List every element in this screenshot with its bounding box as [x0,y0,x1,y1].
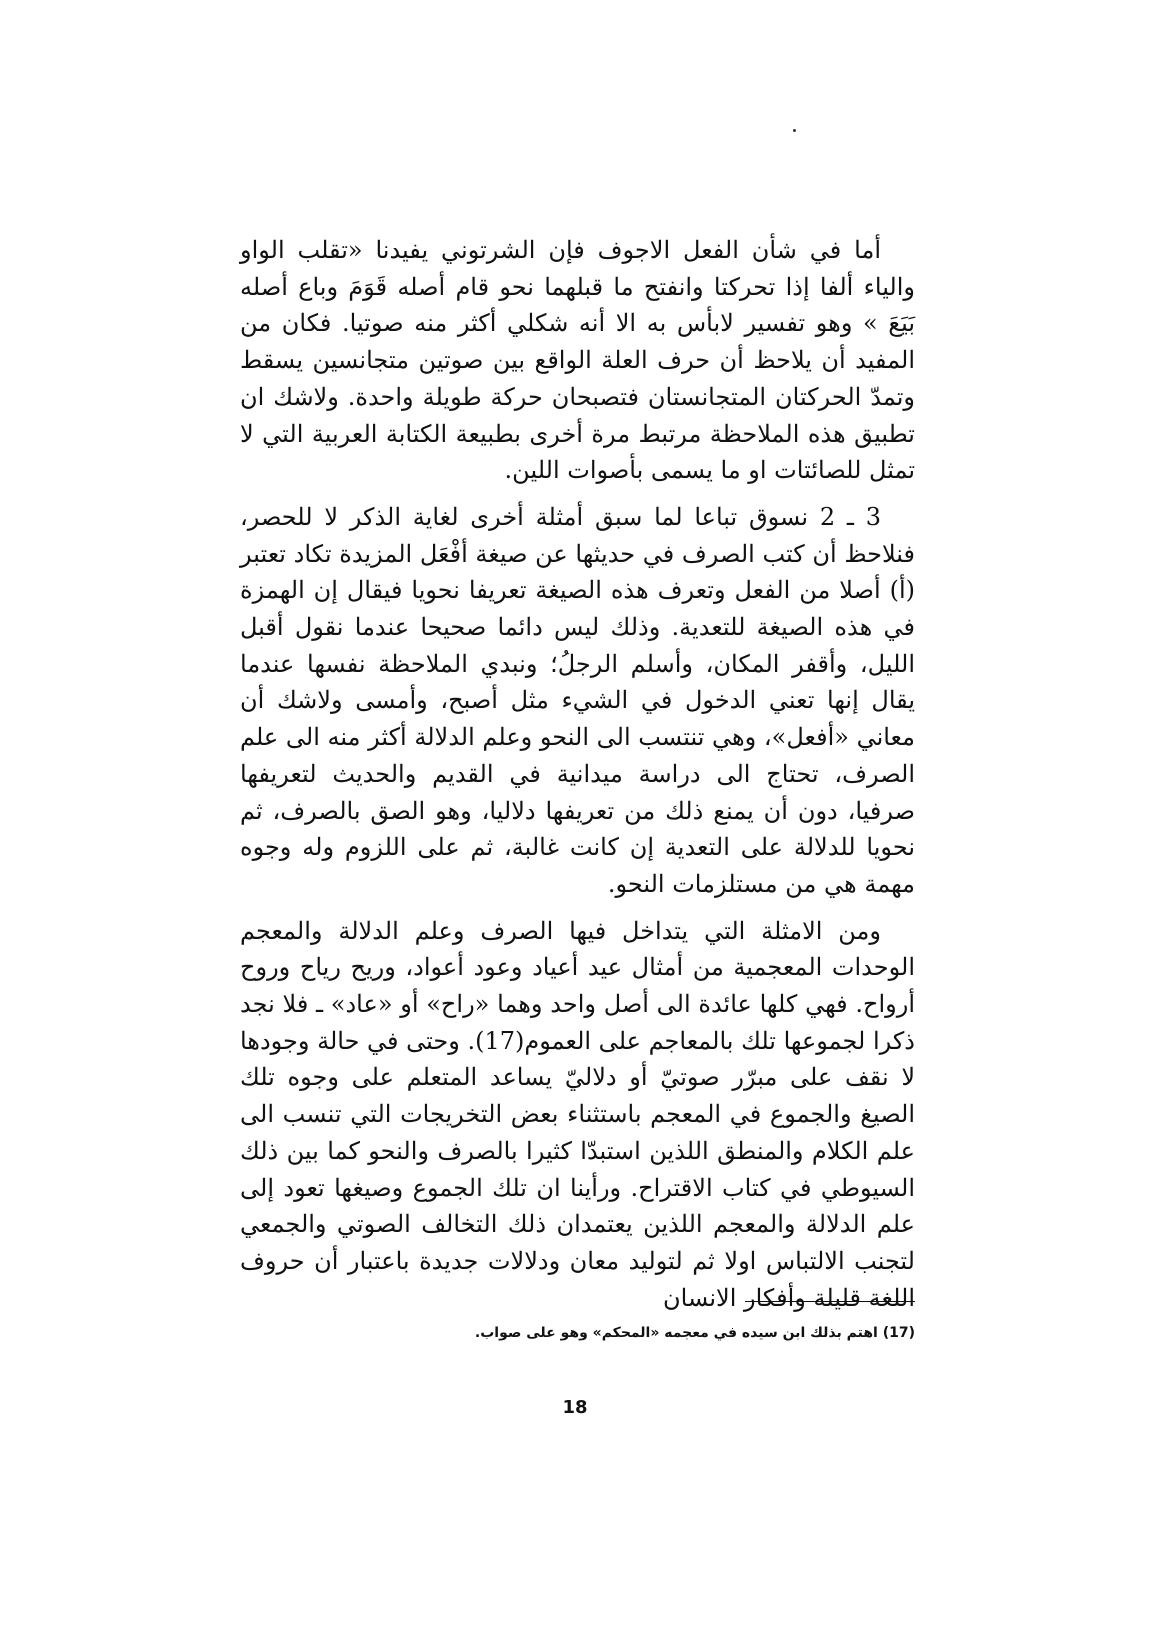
scan-speck [793,129,796,132]
paragraph-hollow-verb: أما في شأن الفعل الاجوف فإن الشرتوني يفيدنا «تقلب الواو والياء ألفا إذا تحركتا وانفتح ما قبلهما نحو قام أصله قَوَمَ وباع أصله بَيَعَ » وهو تفسير لابأس به الا أنه شكلي أكثر منه صوتيا. فكان من المفيد أن يلاحظ أن حرف العلة الواقع بين صوتين متجانسين يسقط وتمدّ الحركتان المتجانستان فتصبحان حركة طويلة واحدة. ولاشك ان تطبيق هذه الملاحظة مرتبط مرة أخرى بطبيعة الكتابة العربية التي لا تمثل للصائتات او ما يسمى بأصوات اللين. [240,236,915,485]
footnote-17: (17) اهتم بذلك ابن سيده في معجمه «المحكم» وهو على صواب. [474,1325,915,1341]
paragraph-semantic-plurals: ومن الامثلة التي يتداخل فيها الصرف وعلم الدلالة والمعجم الوحدات المعجمية من أمثال عيد أعياد وعود أعواد، وريح رياح وروح أرواح. فهي كلها عائدة الى أصل واحد وهما «راح» أو «عاد» ـ فلا نجد ذكرا لجموعها تلك بالمعاجم على العموم(17). وحتى في حالة وجودها لا نقف على مبرّر صوتيّ أو دلاليّ يساعد المتعلم على وجوه تلك الصيغ والجموع في المعجم باستثناء بعض التخريجات التي تنسب الى علم الكلام والمنطق اللذين استبدّا كثيرا بالصرف والنحو كما بين ذلك السيوطي في كتاب الاقتراح. ورأينا ان تلك الجموع وصيغها تعود إلى علم الدلالة والمعجم اللذين يعتمدان ذلك التخالف الصوتي والجمعي لتجنب الالتباس اولا ثم لتوليد معان ودلالات جديدة باعتبار أن حروف اللغة قليلة وأفكار الانسان [239,916,915,1312]
paragraph-afal-form: 3 ـ 2 نسوق تباعا لما سبق أمثلة أخرى لغاية الذكر لا للحصر، فنلاحظ أن كتب الصرف في حديثها عن صيغة أفْعَل المزيدة تكاد تعتبر (أ) أصلا من الفعل وتعرف هذه الصيغة تعريفا نحويا فيقال إن الهمزة في هذه الصيغة للتعدية. وذلك ليس دائما صحيحا عندما نقول أقبل الليل، وأقفر المكان، وأسلم الرجلُ؛ ونبدي الملاحظة نفسها عندما يقال إنها تعني الدخول في الشيء مثل أصبح، وأمسى ولاشك أن معاني «أفعل»، وهي تنتسب الى النحو وعلم الدلالة أكثر منه الى علم الصرف، تحتاج الى دراسة ميدانية في القديم والحديث لتعريفها صرفيا، دون أن يمنع ذلك من تعريفها دلاليا، وهو الصق بالصرف، ثم نحويا للدلالة على التعدية إن كانت غالبة، ثم على اللزوم وله وجوه مهمة هي من مستلزمات النحو. [240,502,916,898]
page-number: 18 [562,1397,588,1418]
footnote-divider [745,1301,915,1302]
body-text [240,232,915,1316]
